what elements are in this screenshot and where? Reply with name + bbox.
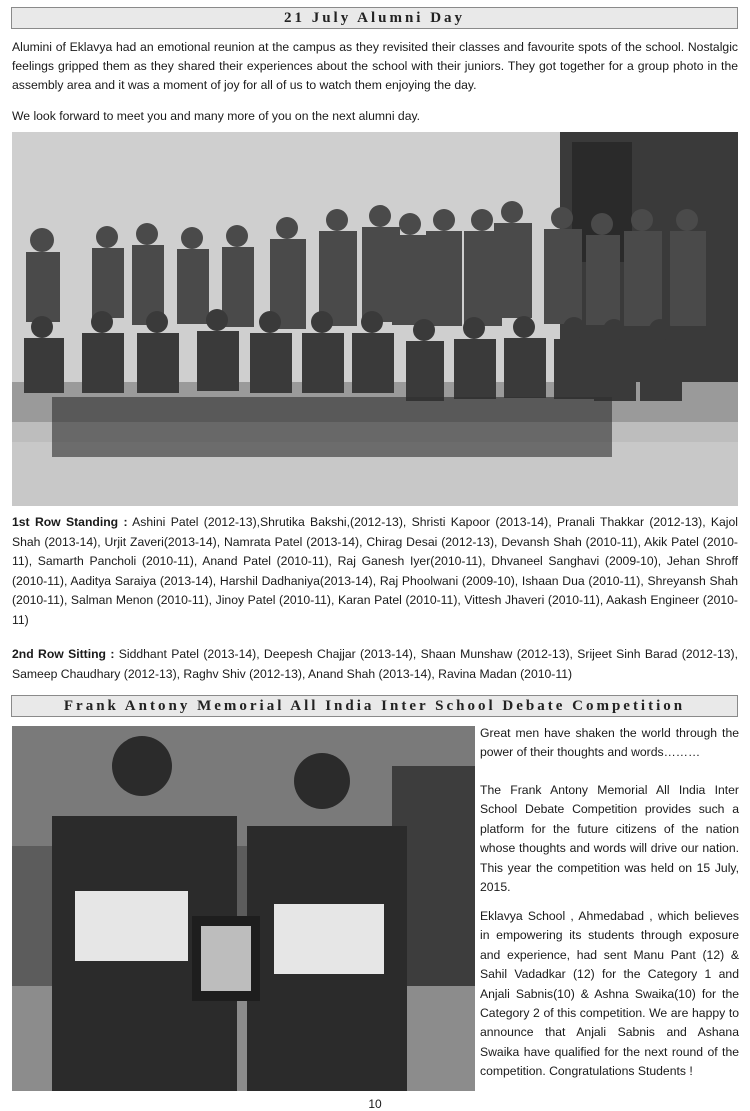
alumni-closing-paragraph: We look forward to meet you and many more of you on the next alumni day. — [12, 109, 421, 123]
alumni-group-photo — [12, 132, 738, 506]
page-number: 10 — [368, 1097, 382, 1111]
second-row-names: Siddhant Patel (2013-14), Deepesh Chajjar (2013-14), Shaan Munshaw (2012-13), Srijeet Sinh Barad (2012-13), Sameep Chaudhary (2012-13), Raghv Shiv (2012-13), Anand Shah (2013-14), Ravina Madan (2010-11) — [12, 647, 738, 681]
alumni-day-heading: 21 July Alumni Day — [283, 9, 466, 26]
debate-results: Eklavya School , Ahmedabad , which believes in empowering its students through exposure and experience, had sent Manu Pant (12) & Sahil Vadadkar (12) for the Category 1 and Anjali Sabnis(10) & Ashna Swaika(10) for the Category 2 of this competition. We are happy to announce that Anjali Sabnis and Ashana Swaika have qualified for the next round of the competition. Congratulations Students ! — [480, 909, 739, 1079]
debate-heading-banner — [11, 695, 738, 717]
first-row-names: Ashini Patel (2012-13),Shrutika Bakshi,(2012-13), Shristi Kapoor (2013-14), Pranali Thakkar (2012-13), Kajol Shah (2013-14), Urjit Zaveri(2013-14), Namrata Patel (2013-14), Chirag Desai (2012-13), Devansh Shah (2010-11), Akik Patel (2010-11), Samarth Pancholi (2010-11), Anand Patel (2010-11), Raj Ganesh Iyer(2010-11), Dhvaneel Sanghavi (2009-10), Jehan Shroff (2010-11), Aaditya Saraiya (2013-14), Harshil Dadhaniya(2013-14), Raj Phoolwani (2009-10), Ishaan Dua (2010-11), Shreyansh Shah (2010-11), Salman Menon (2010-11), Jinoy Patel (2010-11), Karan Patel (2010-11), Vittesh Jhaveri (2010-11), Aakash Engineer (2010-11) — [12, 515, 739, 627]
second-row-label: 2nd Row Sitting : — [12, 647, 115, 661]
debate-heading: Frank Antony Memorial All India Inter School Debate Competition — [63, 697, 686, 714]
alumni-day-heading-banner — [11, 7, 738, 29]
first-row-label: 1st Row Standing : — [12, 515, 128, 529]
second-row-sitting-names — [12, 645, 738, 684]
alumni-intro-paragraph: Alumini of Eklavya had an emotional reunion at the campus as they revisited their classes and favourite spots of the school. Nostalgic feelings gripped them as they shared their experiences about the school with their juniors. They got together for a group photo in the assembly area and it was a moment of joy for all of us to watch them enjoying the day. — [12, 40, 738, 92]
debate-quote: Great men have shaken the world through the power of their thoughts and words……… — [480, 726, 739, 760]
debate-winners-photo — [12, 726, 475, 1091]
first-row-standing-names — [12, 513, 738, 631]
debate-description: The Frank Antony Memorial All India Inter School Debate Competition provides such a platform for the future citizens of the nation whose thoughts and words will drive our nation. This year the competition was held on 15 July, 2015. — [480, 783, 739, 895]
